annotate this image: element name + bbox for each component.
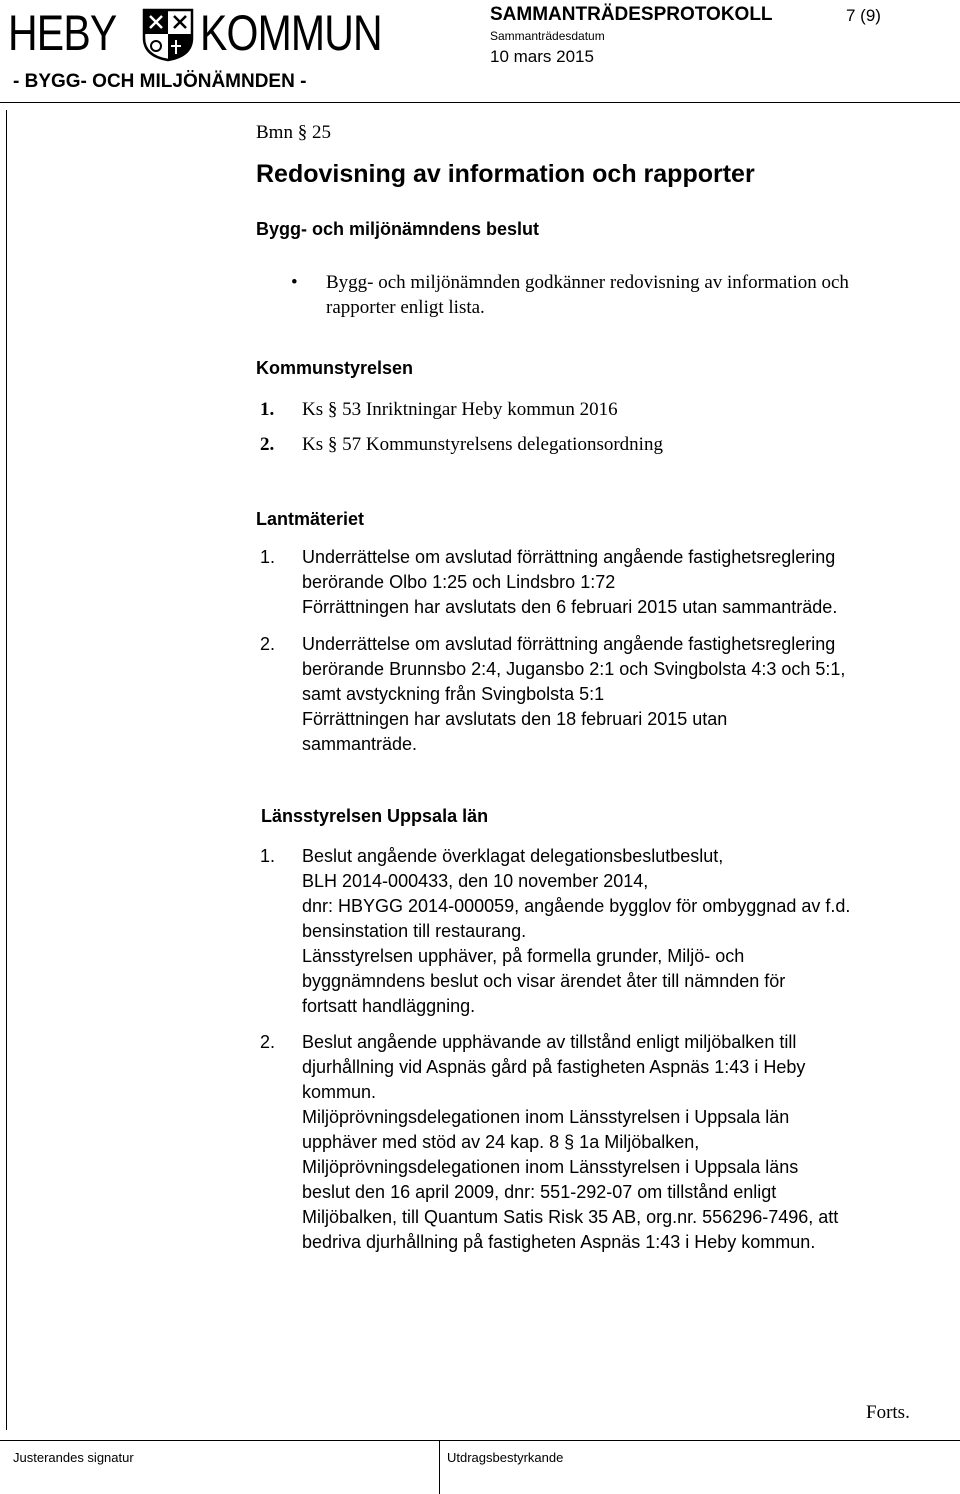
decision-heading: Bygg- och miljönämndens beslut — [256, 219, 540, 239]
left-margin-line — [6, 110, 7, 1430]
logo-text-left: HEBY — [8, 5, 117, 61]
bullet-icon: • — [291, 272, 298, 293]
logo-text-right: KOMMUN — [200, 5, 382, 61]
list-item-number: 2. — [260, 1032, 276, 1052]
page-title: Redovisning av information och rapporter — [256, 160, 755, 188]
kommunstyrelsen-heading: Kommunstyrelsen — [256, 358, 414, 378]
protocol-title: SAMMANTRÄDESPROTOKOLL — [490, 4, 773, 25]
decision-text: Bygg- och miljönämnden godkänner redovisning av information och rapporter enligt lista. — [326, 272, 849, 318]
date-value: 10 mars 2015 — [490, 47, 594, 66]
page-number: 7 (9) — [846, 6, 881, 25]
list-item-number: 1. — [260, 399, 275, 420]
paragraph-number: Bmn § 25 — [256, 122, 331, 143]
list-item-number: 2. — [260, 634, 276, 654]
list-item-number: 2. — [260, 434, 275, 455]
signature-label: Justerandes signatur — [13, 1450, 134, 1465]
footer-divider — [0, 1440, 960, 1441]
date-label: Sammanträdesdatum — [490, 29, 605, 43]
list-item: Beslut angående upphävande av tillstånd enligt miljöbalken till djurhållning vid Aspnäs gård på fastigheten Aspnäs 1:43 i Heby kommun. Miljöprövningsdelegationen inom Länsstyrelsen i Uppsala län upphäver med stöd av 24 kap. 8 § 1a Miljöbalken, Miljöprövningsdelegationen inom Länsstyrelsen i Uppsala läns beslut den 16 april 2009, dnr: 551-292-07 om tillstånd enligt Miljöbalken, till Quantum Satis Risk 35 AB, org.nr. 556296-7496, att bedriva djurhållning på fastigheten Aspnäs 1:43 i Heby kommun. — [302, 1032, 839, 1252]
footer-column-divider — [439, 1440, 440, 1494]
lantmateriet-heading: Lantmäteriet — [256, 509, 365, 529]
list-item-number: 1. — [260, 547, 276, 567]
list-item: Underrättelse om avslutad förrättning angående fastighetsreglering berörande Brunnsbo 2:4, Jugansbo 2:1 och Svingbolsta 4:3 och 5:1, samt avstyckning från Svingbolsta 5:1 Förrättningen har avslutats den 18 februari 2015 utan sammanträde. — [302, 634, 846, 754]
list-item: Underrättelse om avslutad förrättning angående fastighetsreglering berörande Olbo 1:25 och Lindsbro 1:72 Förrättningen har avslutats den 6 februari 2015 utan sammanträde. — [302, 547, 838, 617]
continued-note: Forts. — [866, 1402, 910, 1423]
list-item-number: 1. — [260, 846, 276, 866]
header-divider — [0, 102, 960, 103]
lansstyrelsen-heading: Länsstyrelsen Uppsala län — [261, 806, 489, 826]
coat-of-arms-icon — [140, 8, 196, 62]
list-item: Beslut angående överklagat delegationsbeslutbeslut, BLH 2014-000433, den 10 november 2014, dnr: HBYGG 2014-000059, angående bygglov för ombyggnad av f.d. bensinstation till restaurang. Länsstyrelsen upphäver, på formella grunder, Miljö- och byggnämndens beslut och visar ärendet åter till nämnden för fortsatt handläggning. — [302, 846, 851, 1016]
extract-label: Utdragsbestyrkande — [447, 1450, 564, 1465]
department-name: - BYGG- OCH MILJÖNÄMNDEN - — [13, 71, 307, 92]
list-item: Ks § 57 Kommunstyrelsens delegationsordning — [302, 434, 663, 455]
list-item: Ks § 53 Inriktningar Heby kommun 2016 — [302, 399, 618, 420]
